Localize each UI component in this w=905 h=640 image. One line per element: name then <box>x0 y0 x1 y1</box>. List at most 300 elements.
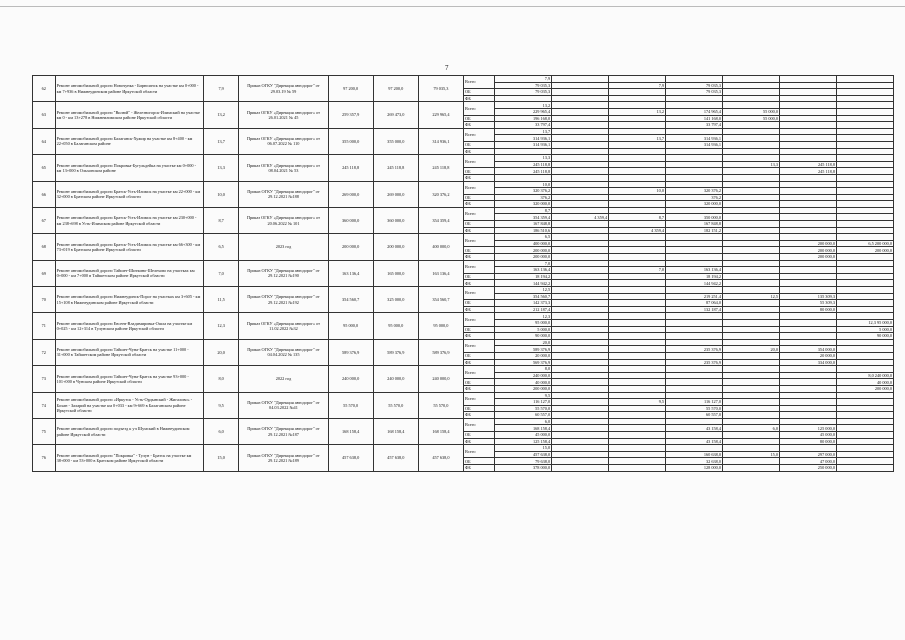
value-cell <box>552 425 609 432</box>
value-cell <box>780 385 837 392</box>
value-cell: 55 570,0 <box>666 405 723 412</box>
value-cell <box>552 254 609 261</box>
value-cell <box>723 379 780 386</box>
empty-cell <box>666 287 723 294</box>
contract-cost: 269 000,0 <box>373 181 418 207</box>
value-length: 13,3 <box>495 155 552 162</box>
value-cell <box>609 359 666 366</box>
value-cell <box>609 254 666 261</box>
row-number: 75 <box>33 418 56 444</box>
value-cell <box>723 465 780 472</box>
value-cell: 334 000,0 <box>780 359 837 366</box>
value-cell <box>495 148 552 155</box>
value-total: 314 936,1 <box>495 135 552 142</box>
total-cost: 240 000,0 <box>418 366 463 392</box>
estimated-cost: 97 200,0 <box>328 76 373 102</box>
empty-cell <box>609 339 666 346</box>
value-cell <box>609 221 666 228</box>
value-cell <box>780 89 837 96</box>
empty-cell <box>666 313 723 320</box>
empty-cell <box>780 102 837 109</box>
row-number: 66 <box>33 181 56 207</box>
value-cell <box>836 465 893 472</box>
value-cell: 314 936,1 <box>666 141 723 148</box>
value-cell <box>552 168 609 175</box>
value-cell: 128 000,0 <box>666 465 723 472</box>
value-cell: 320 000,0 <box>495 201 552 208</box>
value-cell: 12,3 95 000,0 <box>836 319 893 326</box>
empty-cell <box>666 181 723 188</box>
value-cell <box>836 82 893 89</box>
empty-cell <box>836 339 893 346</box>
value-cell <box>723 82 780 89</box>
value-total: 589 376,9 <box>495 346 552 353</box>
value-cell: 40 000,0 <box>495 379 552 386</box>
empty-cell <box>723 445 780 452</box>
value-cell: 79 035,3 <box>495 89 552 96</box>
value-cell: 4 359,4 <box>609 227 666 234</box>
value-cell: 80 000,0 <box>780 306 837 313</box>
empty-cell <box>780 128 837 135</box>
value-cell <box>552 141 609 148</box>
estimated-cost: 360 000,0 <box>328 207 373 233</box>
value-cell <box>552 319 609 326</box>
value-cell <box>836 122 893 129</box>
value-cell <box>723 89 780 96</box>
value-cell <box>666 161 723 168</box>
total-cost: 245 118,8 <box>418 155 463 181</box>
label-fb: ФБ <box>463 385 494 392</box>
total-cost: 314 936,1 <box>418 128 463 154</box>
value-cell <box>666 240 723 247</box>
value-cell: 200 000,0 <box>836 385 893 392</box>
contract-cost: 269 473,0 <box>373 102 418 128</box>
empty-cell <box>836 207 893 214</box>
value-cell <box>609 300 666 307</box>
empty-cell <box>723 181 780 188</box>
value-cell: 350 000,0 <box>666 214 723 221</box>
empty-cell <box>780 260 837 267</box>
contract-cost: 360 000,0 <box>373 207 418 233</box>
value-cell: 87 064,0 <box>666 300 723 307</box>
scan-border <box>0 6 905 7</box>
value-cell: 5 000,0 <box>836 326 893 333</box>
value-cell <box>723 385 780 392</box>
estimated-cost: 163 136,4 <box>328 260 373 286</box>
basis-document: Приказ ОГКУ «Дирекция автодорог» от 26.01.2021 № 45 <box>239 102 328 128</box>
value-cell <box>723 359 780 366</box>
empty-cell <box>723 102 780 109</box>
value-cell <box>666 352 723 359</box>
label-ob: ОБ <box>463 432 494 439</box>
value-total: 163 136,4 <box>495 267 552 274</box>
value-cell <box>836 300 893 307</box>
value-cell: 7,0 <box>609 267 666 274</box>
value-cell <box>552 280 609 287</box>
value-cell <box>552 399 609 406</box>
value-cell <box>780 319 837 326</box>
value-cell <box>836 188 893 195</box>
value-cell: 163 136,4 <box>666 267 723 274</box>
value-cell <box>723 122 780 129</box>
value-length: 8,7 <box>495 207 552 214</box>
value-cell <box>780 115 837 122</box>
row-number: 67 <box>33 207 56 233</box>
value-cell <box>723 326 780 333</box>
value-cell: 79 035,3 <box>666 82 723 89</box>
total-cost: 79 035,3 <box>418 76 463 102</box>
row-number: 70 <box>33 287 56 313</box>
empty-cell <box>836 260 893 267</box>
value-cell <box>666 385 723 392</box>
row-number: 65 <box>33 155 56 181</box>
total-cost: 457 638,0 <box>418 445 463 471</box>
value-total: 116 127,0 <box>495 399 552 406</box>
empty-cell <box>780 155 837 162</box>
value-cell <box>552 273 609 280</box>
value-cell <box>609 438 666 445</box>
value-cell <box>552 385 609 392</box>
value-cell <box>552 108 609 115</box>
label-total: Всего <box>463 287 494 300</box>
empty-cell <box>836 313 893 320</box>
value-cell: 40 000,0 <box>836 379 893 386</box>
object-name: Ремонт автомобильной дороги Братск-Усть-Илимск на участке км 22+000 - км 32+000 в Братском районе Иркутской области <box>55 181 203 207</box>
empty-cell <box>780 339 837 346</box>
value-cell <box>836 438 893 445</box>
value-cell: 13,7 <box>609 135 666 142</box>
value-cell <box>780 221 837 228</box>
value-cell: 354 000,0 <box>780 346 837 353</box>
empty-cell <box>552 313 609 320</box>
value-total: 95 000,0 <box>495 319 552 326</box>
length-km: 15,0 <box>203 445 238 471</box>
value-cell <box>723 319 780 326</box>
value-cell: 79 638,0 <box>495 458 552 465</box>
label-fb: ФБ <box>463 438 494 445</box>
value-cell: 314 936,1 <box>495 141 552 148</box>
estimated-cost: 168 158,4 <box>328 418 373 444</box>
value-cell: 55 000,0 <box>723 115 780 122</box>
value-cell: 167 848,8 <box>495 221 552 228</box>
value-cell <box>666 95 723 102</box>
value-cell <box>552 221 609 228</box>
empty-cell <box>552 181 609 188</box>
total-cost: 320 376,2 <box>418 181 463 207</box>
basis-document: Приказ ОГКУ "Дирекция автодорог" от 04.03.2022 №41 <box>239 392 328 418</box>
value-cell <box>552 359 609 366</box>
value-cell <box>836 89 893 96</box>
value-cell <box>552 352 609 359</box>
value-cell <box>666 254 723 261</box>
table-row <box>33 181 894 188</box>
value-cell <box>723 458 780 465</box>
value-cell <box>552 161 609 168</box>
value-cell <box>609 451 666 458</box>
value-cell <box>723 247 780 254</box>
contract-cost: 325 000,0 <box>373 287 418 313</box>
value-cell <box>552 122 609 129</box>
empty-cell <box>666 102 723 109</box>
estimated-cost: 240 000,0 <box>328 366 373 392</box>
empty-cell <box>780 181 837 188</box>
value-cell: 125 158,4 <box>495 438 552 445</box>
value-cell: 20 000,0 <box>495 352 552 359</box>
value-cell <box>609 194 666 201</box>
total-cost: 354 560,7 <box>418 287 463 313</box>
value-cell <box>609 95 666 102</box>
value-cell <box>609 412 666 419</box>
basis-document: Приказ ОГКУ «Дирекция автодорог» от 06.07.2022 № 110 <box>239 128 328 154</box>
empty-cell <box>552 128 609 135</box>
length-km: 11,5 <box>203 287 238 313</box>
empty-cell <box>666 76 723 83</box>
table-row <box>33 260 894 267</box>
value-cell <box>609 168 666 175</box>
contract-cost: 97 200,0 <box>373 76 418 102</box>
label-fb: ФБ <box>463 122 494 129</box>
object-name: Ремонт автомобильной дороги «Иркутск - Усть-Ордынский - Жигалово» - Бохан - Заларий на участке км 0+033 - км 9+669 в Балаганском районе Иркутской области <box>55 392 203 418</box>
value-cell: 33 797,4 <box>666 122 723 129</box>
value-cell <box>780 214 837 221</box>
value-cell: 378 000,0 <box>495 465 552 472</box>
empty-cell <box>780 418 837 425</box>
length-km: 20,0 <box>203 339 238 365</box>
empty-cell <box>552 287 609 294</box>
value-cell: 314 936,1 <box>666 135 723 142</box>
row-number: 74 <box>33 392 56 418</box>
value-cell: 15,0 <box>723 451 780 458</box>
value-total: 457 638,0 <box>495 451 552 458</box>
value-cell: 20,0 <box>723 346 780 353</box>
label-fb: ФБ <box>463 174 494 181</box>
value-length: 12,5 <box>495 287 552 294</box>
value-cell: 160 638,0 <box>666 451 723 458</box>
length-km: 6,5 <box>203 234 238 260</box>
empty-cell <box>836 155 893 162</box>
value-cell <box>666 148 723 155</box>
value-total: 400 000,0 <box>495 240 552 247</box>
value-cell <box>609 148 666 155</box>
empty-cell <box>609 366 666 373</box>
value-cell <box>723 194 780 201</box>
contract-cost: 95 000,0 <box>373 313 418 339</box>
table-row <box>33 155 894 162</box>
value-total: 229 965,4 <box>495 108 552 115</box>
value-cell <box>723 214 780 221</box>
empty-cell <box>836 128 893 135</box>
label-total: Всего <box>463 234 494 247</box>
value-cell <box>836 451 893 458</box>
value-cell <box>780 372 837 379</box>
total-cost: 163 136,4 <box>418 260 463 286</box>
value-cell <box>836 432 893 439</box>
value-cell <box>609 432 666 439</box>
length-km: 13,3 <box>203 155 238 181</box>
empty-cell <box>666 128 723 135</box>
total-cost: 589 376,9 <box>418 339 463 365</box>
estimated-cost: 589 376,9 <box>328 339 373 365</box>
value-cell <box>836 399 893 406</box>
value-cell <box>723 280 780 287</box>
value-cell <box>836 267 893 274</box>
value-cell <box>609 326 666 333</box>
basis-document: 2022 год <box>239 366 328 392</box>
value-cell <box>609 319 666 326</box>
value-cell <box>723 372 780 379</box>
value-cell <box>609 372 666 379</box>
value-cell <box>723 95 780 102</box>
value-cell: 235 376,9 <box>666 346 723 353</box>
value-cell: 55 309,3 <box>780 300 837 307</box>
value-cell <box>609 405 666 412</box>
label-fb: ФБ <box>463 359 494 366</box>
value-cell: 18 194,2 <box>666 273 723 280</box>
estimated-cost: 457 638,0 <box>328 445 373 471</box>
estimated-cost: 269 000,0 <box>328 181 373 207</box>
value-cell <box>552 227 609 234</box>
value-cell <box>780 174 837 181</box>
value-cell <box>780 280 837 287</box>
value-length: 7,9 <box>495 76 552 83</box>
empty-cell <box>609 76 666 83</box>
length-km: 7,0 <box>203 260 238 286</box>
value-cell: 250 000,0 <box>780 465 837 472</box>
basis-document: Приказ ОГКУ "Дирекция автодорог" от 04.04.2022 № 135 <box>239 339 328 365</box>
label-fb: ФБ <box>463 254 494 261</box>
value-cell <box>836 405 893 412</box>
estimated-cost: 200 000,0 <box>328 234 373 260</box>
empty-cell <box>836 102 893 109</box>
value-cell: 200 000,0 <box>495 247 552 254</box>
empty-cell <box>552 207 609 214</box>
value-cell <box>723 221 780 228</box>
value-cell: 116 127,0 <box>666 399 723 406</box>
value-cell <box>723 438 780 445</box>
value-cell <box>723 174 780 181</box>
value-length: 7,0 <box>495 260 552 267</box>
estimated-cost: 95 000,0 <box>328 313 373 339</box>
value-cell: 90 000,0 <box>495 333 552 340</box>
label-fb: ФБ <box>463 306 494 313</box>
empty-cell <box>666 339 723 346</box>
value-cell <box>780 141 837 148</box>
empty-cell <box>552 260 609 267</box>
value-cell <box>723 188 780 195</box>
basis-document: Приказ ОГКУ «Дирекция автодорог» от 11.02.2022 №32 <box>239 313 328 339</box>
value-cell <box>666 333 723 340</box>
value-cell <box>552 247 609 254</box>
label-ob: ОБ <box>463 141 494 148</box>
contract-cost: 355 000,0 <box>373 128 418 154</box>
value-cell: 55 000,0 <box>723 108 780 115</box>
contract-cost: 240 000,0 <box>373 366 418 392</box>
row-number: 72 <box>33 339 56 365</box>
value-cell <box>836 221 893 228</box>
value-cell: 320 000,0 <box>666 201 723 208</box>
value-cell <box>552 372 609 379</box>
label-fb: ФБ <box>463 465 494 472</box>
value-cell: 32 638,0 <box>666 458 723 465</box>
value-cell <box>723 135 780 142</box>
value-cell: 43 158,4 <box>666 438 723 445</box>
label-total: Всего <box>463 76 494 89</box>
value-cell <box>609 115 666 122</box>
value-cell <box>666 247 723 254</box>
value-cell: 45 000,0 <box>780 432 837 439</box>
total-cost: 95 000,0 <box>418 313 463 339</box>
table-row <box>33 234 894 241</box>
value-cell: 132 187,4 <box>666 306 723 313</box>
value-cell: 10,0 <box>609 188 666 195</box>
value-cell <box>609 174 666 181</box>
object-name: Ремонт автомобильной дороги Евсеев-Владимировка-Ошла на участке км 0+025 - км 12+314 в Тулунском районе Иркутской области <box>55 313 203 339</box>
value-cell <box>666 432 723 439</box>
value-cell: 569 376,9 <box>495 359 552 366</box>
value-cell <box>552 451 609 458</box>
object-name: Ремонт автомобильной дороги Братск-Усть-Илимск на участке км 66+300 - км 73+019 в Братском районе Иркутской области <box>55 234 203 260</box>
value-cell <box>552 267 609 274</box>
label-total: Всего <box>463 445 494 458</box>
value-cell: 12,5 <box>723 293 780 300</box>
value-cell <box>666 372 723 379</box>
value-cell: 13,2 <box>609 108 666 115</box>
value-cell <box>723 300 780 307</box>
contract-cost: 457 638,0 <box>373 445 418 471</box>
value-cell: 196 168,0 <box>495 115 552 122</box>
value-length: 9,5 <box>495 392 552 399</box>
basis-document: Приказ ОГКУ «Дирекция автодорог» от 08.04.2021 № 53 <box>239 155 328 181</box>
value-total: 320 376,2 <box>495 188 552 195</box>
value-cell <box>723 240 780 247</box>
value-cell <box>836 293 893 300</box>
value-cell <box>552 458 609 465</box>
empty-cell <box>723 339 780 346</box>
value-cell <box>836 148 893 155</box>
label-ob: ОБ <box>463 352 494 359</box>
value-cell <box>609 240 666 247</box>
value-cell <box>780 267 837 274</box>
length-km: 8,0 <box>203 366 238 392</box>
value-cell <box>836 161 893 168</box>
value-cell: 13,3 <box>723 161 780 168</box>
empty-cell <box>780 392 837 399</box>
value-length: 8,0 <box>495 366 552 373</box>
value-cell <box>609 161 666 168</box>
total-cost: 168 158,4 <box>418 418 463 444</box>
empty-cell <box>609 392 666 399</box>
value-cell <box>836 201 893 208</box>
table-row <box>33 76 894 83</box>
value-cell <box>836 141 893 148</box>
label-total: Всего <box>463 366 494 379</box>
value-cell <box>609 201 666 208</box>
value-cell <box>552 333 609 340</box>
empty-cell <box>609 207 666 214</box>
empty-cell <box>666 207 723 214</box>
value-cell <box>666 326 723 333</box>
empty-cell <box>609 102 666 109</box>
contract-cost: 200 000,0 <box>373 234 418 260</box>
empty-cell <box>723 155 780 162</box>
value-total: 79 035,3 <box>495 82 552 89</box>
label-ob: ОБ <box>463 273 494 280</box>
value-cell <box>666 319 723 326</box>
length-km: 8,7 <box>203 207 238 233</box>
empty-cell <box>666 418 723 425</box>
value-cell: 20 000,0 <box>780 352 837 359</box>
label-ob: ОБ <box>463 89 494 96</box>
